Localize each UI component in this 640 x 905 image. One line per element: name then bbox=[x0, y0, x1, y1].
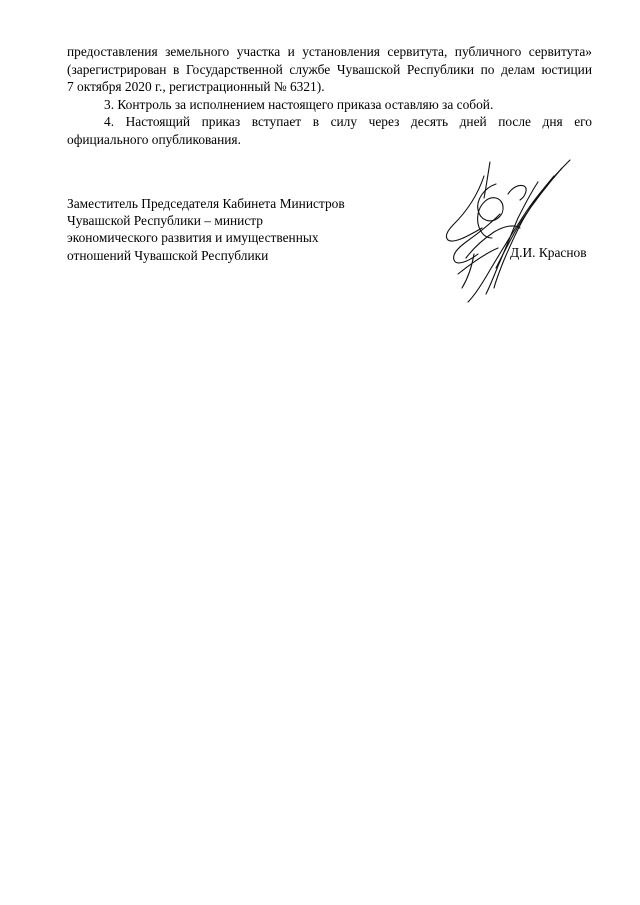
text-line: (зарегистрирован в Государственной службе Чувашской Республики по делам юстиции bbox=[67, 61, 592, 77]
signatory-position bbox=[67, 195, 387, 264]
handwritten-signature bbox=[438, 154, 578, 304]
position-line: экономического развития и имущественных bbox=[67, 230, 319, 246]
item-3: 3. Контроль за исполнением настоящего приказа оставляю за собой. bbox=[104, 96, 494, 112]
text-line: 4. Настоящий приказ вступает в силу через десять дней после дня его bbox=[104, 114, 592, 129]
text-line: официального опубликования. bbox=[67, 131, 241, 147]
signer-name: Д.И. Краснов bbox=[510, 245, 587, 260]
item-4 bbox=[67, 113, 592, 148]
text-line: предоставления земельного участка и установления сервитута, публичного сервитута» bbox=[67, 44, 592, 59]
text-line: 7 октября 2020 г., регистрационный № 6321). bbox=[67, 79, 325, 94]
position-line: Заместитель Председателя Кабинета Министров bbox=[67, 196, 345, 211]
paragraph-continued bbox=[67, 43, 592, 96]
document-body bbox=[67, 43, 592, 148]
position-line: отношений Чувашской Республики bbox=[67, 247, 269, 263]
position-line: Чувашской Республики – министр bbox=[67, 213, 263, 229]
